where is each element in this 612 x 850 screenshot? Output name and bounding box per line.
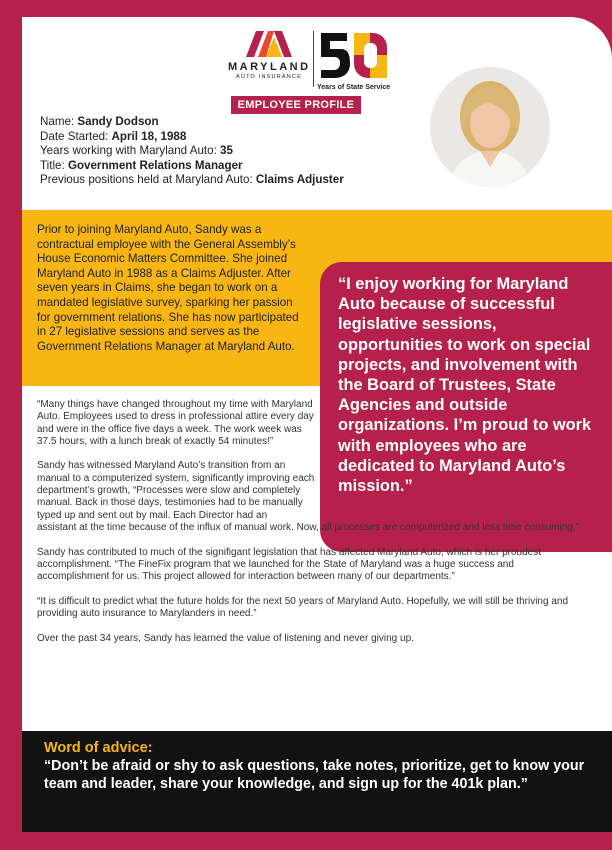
paragraph-2-narrow: Sandy has witnessed Maryland Auto’s transition from an manual to a computerized system, significantly improving each department’s growth, “Processes were slow and completely manual. Back in those days, testimonies had to be manually typed up and sent out by mail. Each Director had an [37,460,315,521]
fifty-icon [317,29,391,81]
maryland-auto-logo [228,29,310,99]
maryland-auto-mark-icon [244,29,294,59]
paragraph-4: “It is difficult to predict what the future holds for the next 50 years of Maryland Auto. Hopefully, we will still be thriving and providing auto insurance to Marylanders in need.” [37,595,569,620]
date-label: Date Started: [40,129,109,143]
brand-name: MARYLAND [228,61,311,73]
advice-text: “Don’t be afraid or shy to ask questions, take notes, prioritize, get to know your team and leader, share your knowledge, and sign up for the 401k plan.” [44,758,585,793]
paragraph-5: Over the past 34 years, Sandy has learned the value of listening and never giving up. [37,632,414,644]
profile-card [22,17,612,832]
name-label: Name: [40,115,75,128]
paragraph-2 [37,460,582,534]
prev-label: Previous positions held at Maryland Auto: [40,173,253,187]
info-years [40,144,344,159]
employee-profile-badge: EMPLOYEE PROFILE [231,96,361,114]
intro-paragraph: Prior to joining Maryland Auto, Sandy was a contractual employee with the General Assembly’s House Economic Matters Committee. She joined Maryland Auto in 1988 as a Claims Adjuster. After seven years in Claims, she began to work on a mandated legislative survey, sparking her passion for government relations. She has now participated in 27 legislative sessions and serves as the Government Relations Manager at Maryland Auto. [37,223,299,353]
info-name [40,115,344,130]
portrait-icon [430,67,550,187]
info-previous-positions [40,173,344,188]
advice-band [22,731,612,832]
paragraph-1: “Many things have changed throughout my time with Maryland Auto. Employees used to dress in professional attire every day and were in the office five days a week. The work week was 37.5 hours, with a lunch break of exactly 54 minutes!” [37,399,314,447]
paragraph-3: Sandy has contributed to much of the signifigant legislation that has affected Maryland Auto, which is her proudest accomplishment. “The FineFix program that we launched for the State of Maryland was a huge success and accomplishment for us. This project allowed for interaction between many of our departments.” [37,546,542,583]
prev-value: Claims Adjuster [255,173,344,187]
brand-subtitle: AUTO INSURANCE [236,74,302,80]
article-body [37,399,582,657]
fifty-caption: Years of State Service [317,84,391,91]
title-value: Government Relations Manager [67,158,243,172]
fifty-years-logo [317,29,393,93]
logo-divider [313,31,314,87]
date-value: April 18, 1988 [111,129,187,143]
years-value: 35 [220,144,233,158]
years-label: Years working with Maryland Auto: [40,144,217,158]
info-date-started [40,130,344,145]
profile-info [40,115,344,188]
employee-photo [430,67,550,187]
advice-title: Word of advice: [44,740,153,756]
paragraph-2-wide: assistant at the time because of the influx of manual work. Now, all processes are computerized and less time consuming.” [37,521,579,533]
pull-quote: “I enjoy working for Maryland Auto because of successful legislative sessions, opportunities to work on special projects, and involvement with the Board of Trustees, State Agencies and outside organizations. I’m proud to work with employees who are dedicated to Maryland Auto’s mission.” [320,262,612,552]
name-value: Sandy Dodson [77,115,159,128]
title-label: Title: [40,158,65,172]
info-title [40,159,344,174]
